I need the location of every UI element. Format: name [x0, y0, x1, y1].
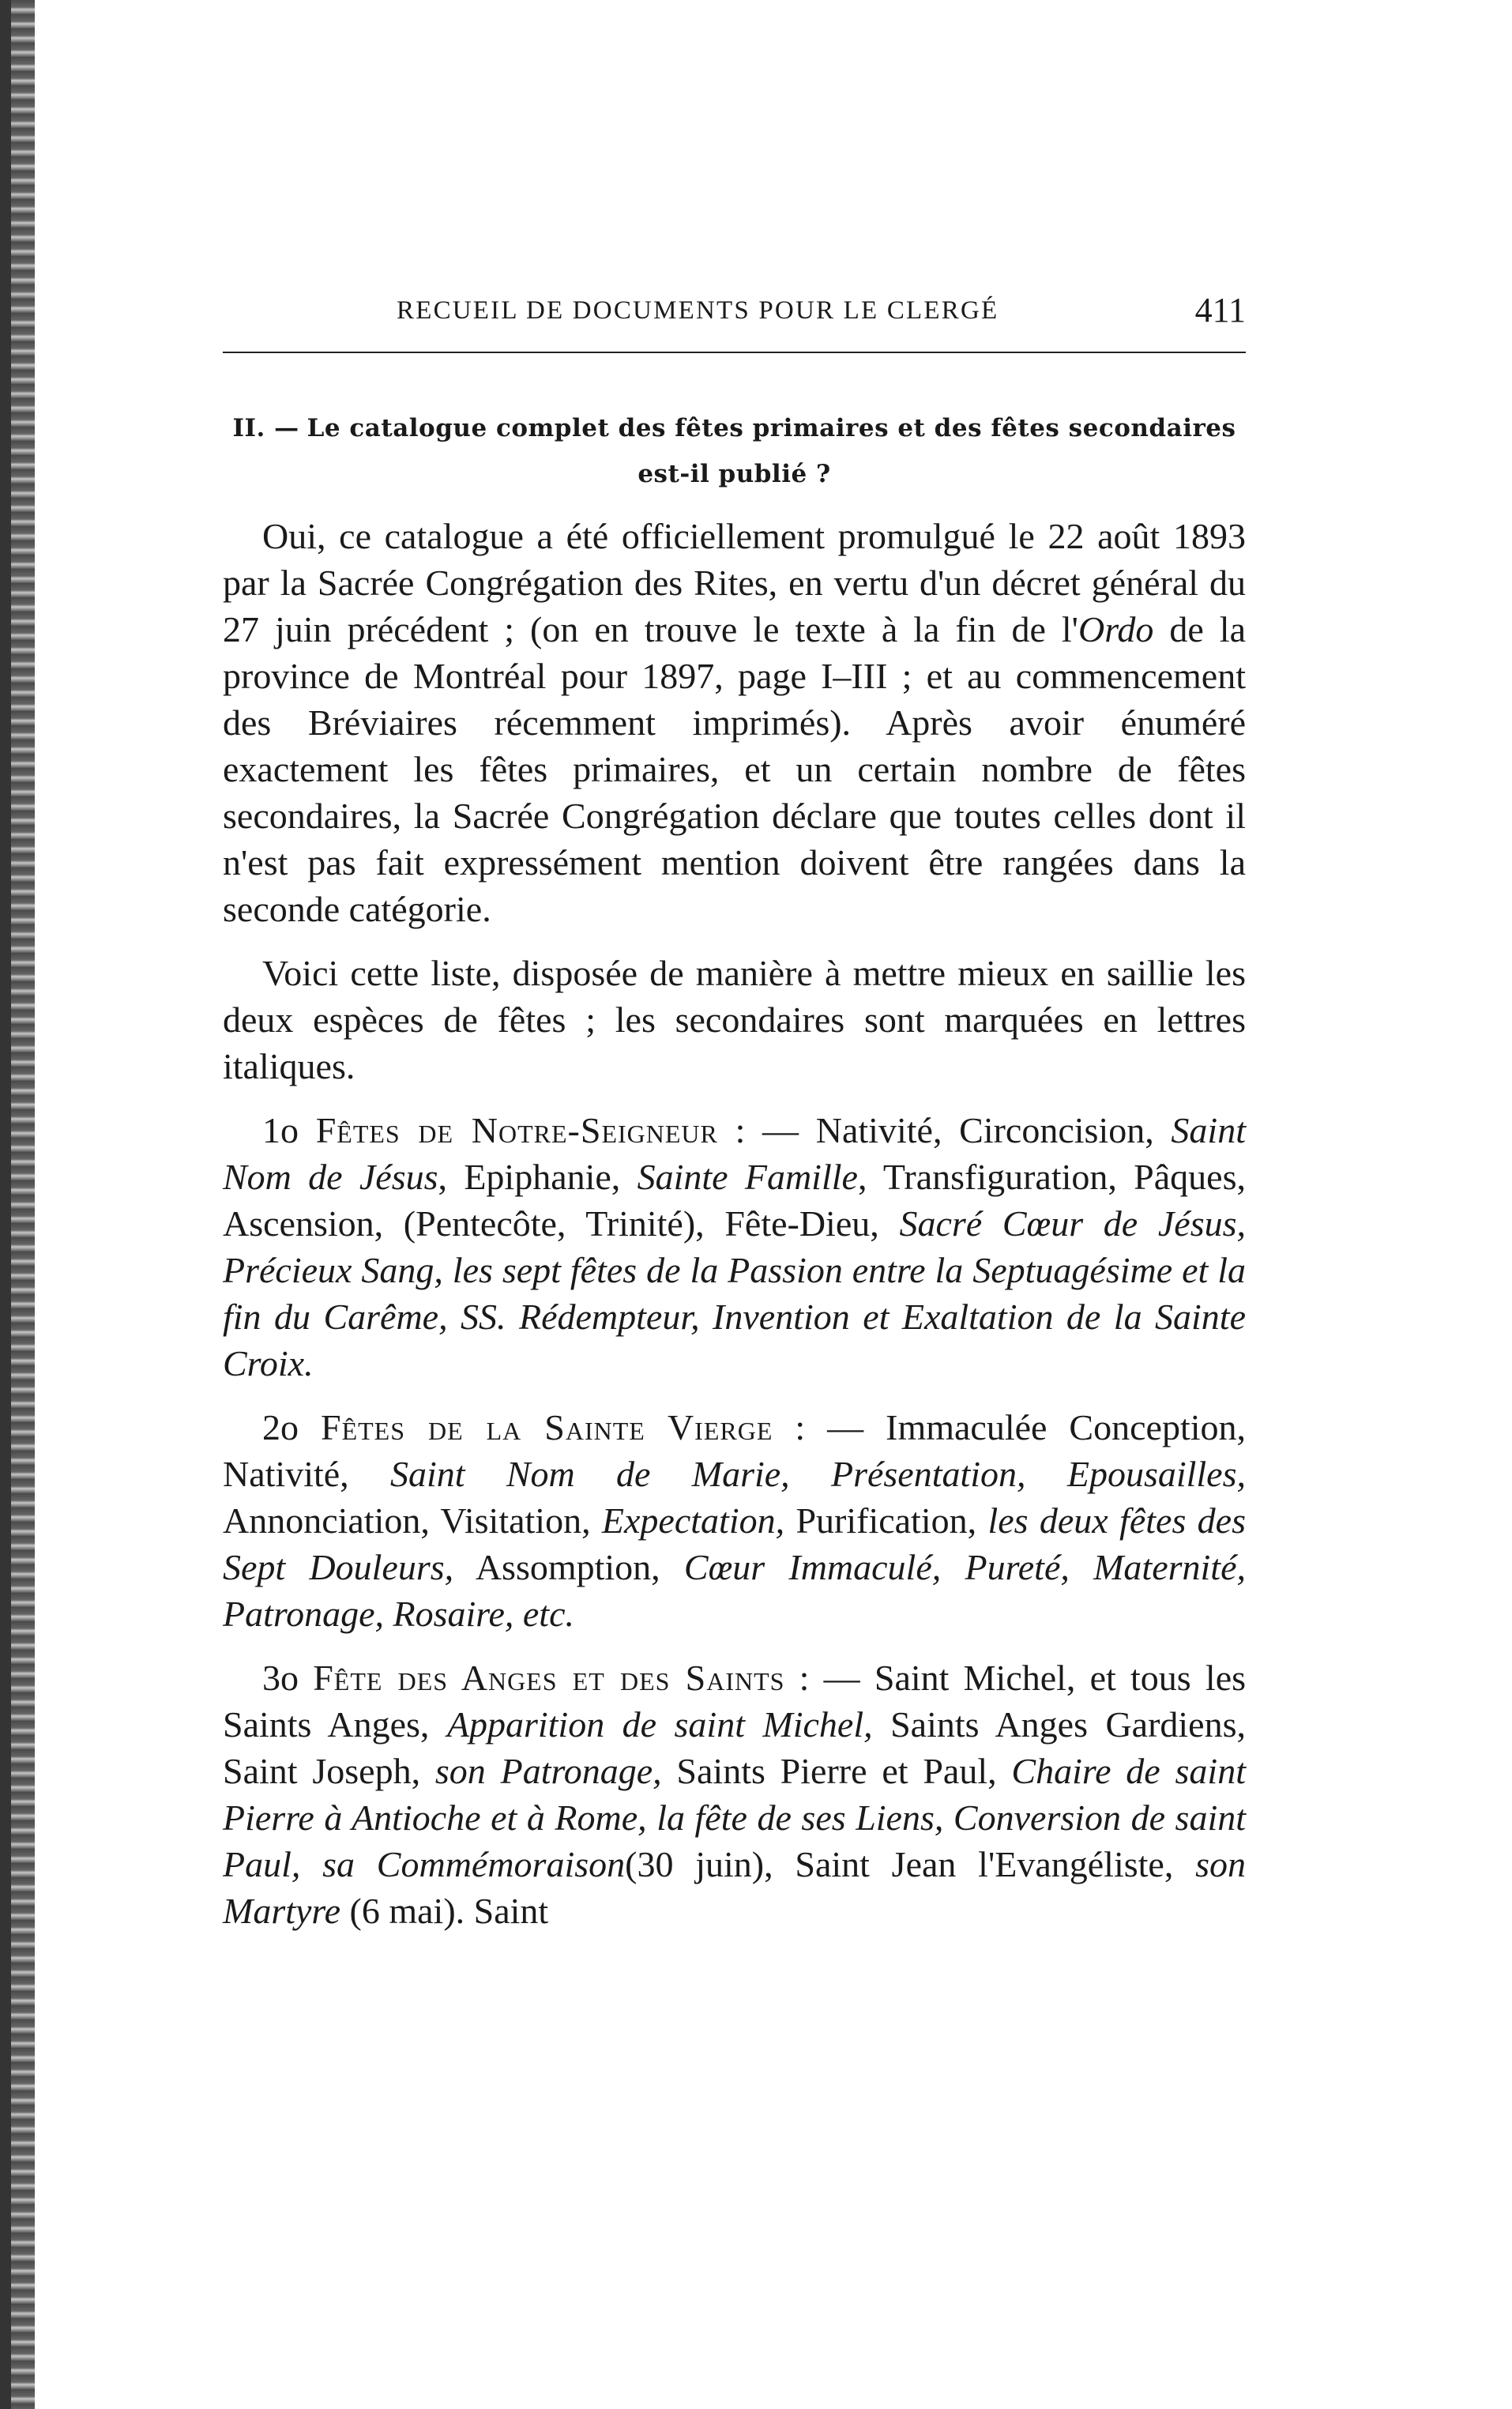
running-title: RECUEIL DE DOCUMENTS POUR LE CLERGÉ — [397, 296, 999, 325]
list-item-separator: : — — [784, 1658, 874, 1698]
list-item-heading: Fêtes de la Sainte Vierge — [320, 1407, 773, 1447]
ordo-word: Ordo — [1078, 609, 1154, 649]
running-head — [223, 280, 1246, 329]
section-heading — [223, 405, 1246, 497]
primary-feasts-text: Purification, — [784, 1500, 988, 1541]
primary-feasts-text: , Epiphanie, — [438, 1157, 638, 1197]
header-rule — [223, 352, 1246, 353]
secondary-feasts-text: Sacré Cœur de Jésus, Précieux Sang, les sept fêtes de la Passion entre la Septuagésime et la fin du Carême, SS. Rédempteur, Invention et Exaltation de la Sainte Croix. — [223, 1203, 1247, 1383]
primary-feasts-text: Assomption, — [453, 1547, 684, 1587]
list-item-separator: : — — [773, 1407, 886, 1447]
list-item-notre-seigneur — [223, 1107, 1246, 1387]
primary-feasts-text: Annonciation, Visitation, — [223, 1500, 602, 1541]
paragraph-intro — [223, 513, 1246, 932]
primary-feasts-text: Saints Anges Gardiens, Saint Joseph, — [223, 1704, 1246, 1791]
secondary-feasts-text: Cœur Immaculé, Pureté, Maternité, Patronage, Rosaire, etc. — [223, 1547, 1246, 1634]
secondary-feasts-text: son Martyre — [223, 1844, 1246, 1931]
list-item-anges-saints — [223, 1654, 1246, 1934]
secondary-feasts-text: Saint Nom de Marie, Présentation, Epousailles, — [389, 1454, 1246, 1494]
list-item-sainte-vierge — [223, 1404, 1246, 1637]
paragraph-intro-text-a: Oui, ce catalogue a été officiellement promulgué le 22 août 1893 par la Sacrée Congrégation des Rites, en vertu d'un décret général du 27 juin précédent ; (on en trouve le texte à la fin de l' — [223, 516, 1246, 649]
list-item-number: 3o — [262, 1658, 314, 1698]
secondary-feasts-text: son Patronage, — [434, 1751, 662, 1791]
section-number: II. — — [232, 414, 299, 442]
list-item-number: 1o — [262, 1110, 316, 1150]
paragraph-list-intro: Voici cette liste, disposée de manière à mettre mieux en saillie les deux espèces de fêtes ; les secondaires sont marquées en lettres italiques. — [223, 953, 1246, 1086]
binding-spine — [0, 0, 11, 2409]
list-item-heading: Fêtes de Notre-Seigneur — [315, 1110, 718, 1150]
secondary-feasts-text: les deux fêtes des Sept Douleurs, — [223, 1500, 1246, 1587]
primary-feasts-text: Saint Michel, et tous les Saints Anges, — [223, 1658, 1247, 1745]
primary-feasts-text: (30 juin), Saint Jean l'Evangéliste, — [625, 1844, 1196, 1884]
secondary-feasts-text: Apparition de saint Michel, — [446, 1704, 873, 1745]
primary-feasts-text: (6 mai). Saint — [340, 1891, 549, 1931]
primary-feasts-text: , Transfiguration, Pâques, Ascension, (Pentecôte, Trinité), Fête-Dieu, — [223, 1157, 1246, 1244]
book-page — [223, 280, 1246, 1934]
secondary-feasts-text: Expectation, — [601, 1500, 785, 1541]
paragraph-intro-text-b: de la province de Montréal pour 1897, page I–III ; et au commencement des Bréviaires récemment imprimés). Après avoir énuméré exactement les fêtes primaires, et un certain nombre de fêtes secondaires, la Sacrée Congrégation déclare que toutes celles dont il n'est pas fait expressément mention doivent être rangées dans la seconde catégorie. — [223, 609, 1246, 929]
secondary-feasts-text: Saint Nom de Jésus — [223, 1110, 1246, 1197]
list-item-separator: : — — [717, 1110, 816, 1150]
primary-feasts-text: Immaculée Conception, Nativité, — [223, 1407, 1247, 1494]
list-item-heading: Fête des Anges et des Saints — [313, 1658, 785, 1698]
secondary-feasts-text: Sainte Famille — [637, 1157, 858, 1197]
book-binding-edge — [0, 0, 35, 2409]
primary-feasts-text: Saints Pierre et Paul, — [661, 1751, 1012, 1791]
secondary-feasts-text: Chaire de saint Pierre à Antioche et à Rome, la fête de ses Liens, Conversion de saint Paul, sa Commémoraison — [223, 1751, 1246, 1884]
section-heading-text: Le catalogue complet des fêtes primaires et des fêtes secondaires est-il publié ? — [307, 414, 1236, 488]
list-item-number: 2o — [262, 1407, 321, 1447]
page-number: 411 — [1194, 291, 1246, 329]
primary-feasts-text: Nativité, Circoncision, — [815, 1110, 1172, 1150]
